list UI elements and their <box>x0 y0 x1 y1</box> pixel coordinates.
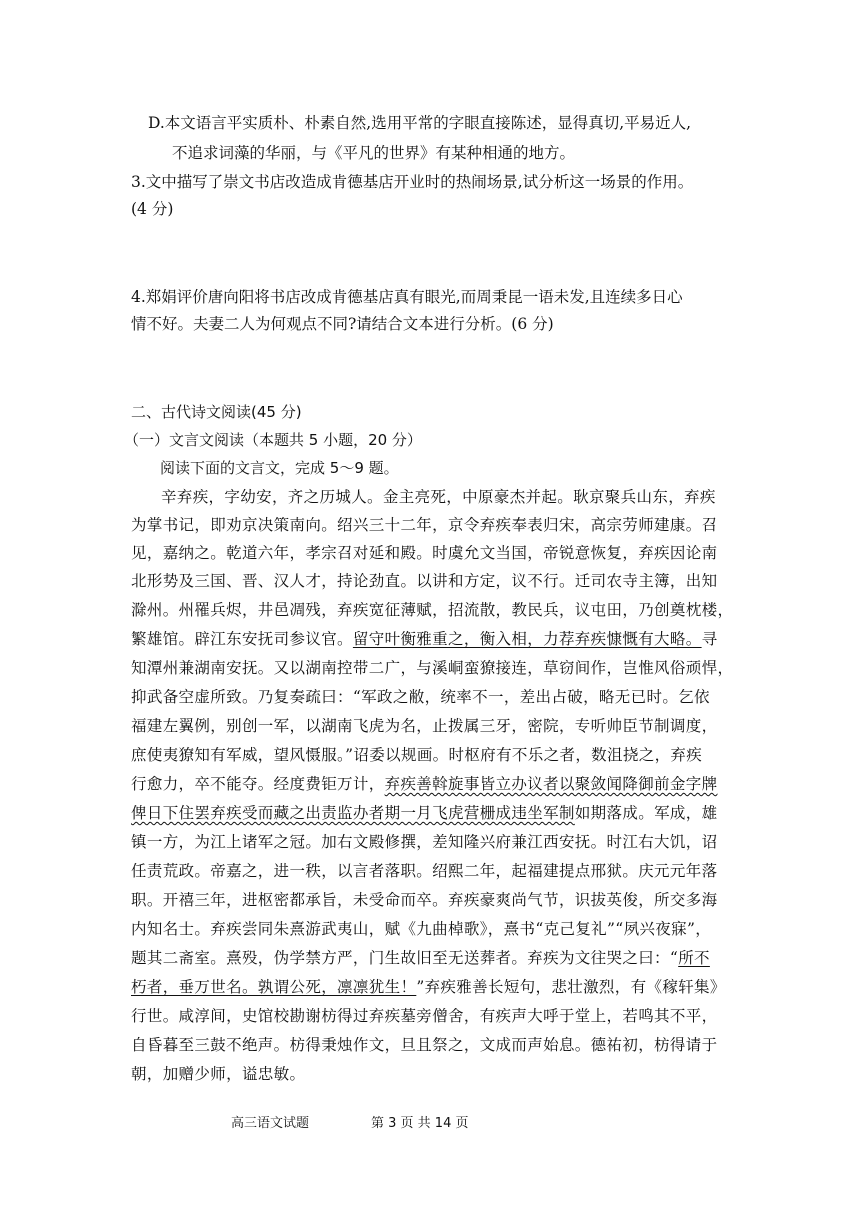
passage-line <box>131 977 731 997</box>
passage-line: 抑武备空虚所致。乃复奏疏曰：“军政之敝，统率不一，差出占破，略无已时。乞依 <box>131 688 710 706</box>
passage-line <box>131 948 731 968</box>
passage-line: 辛弃疾，字幼安，齐之历城人。金主亮死，中原豪杰并起。耿京聚兵山东，弃疾 <box>161 488 716 506</box>
question-3-line-2: (4 分) <box>131 200 174 218</box>
passage-line: 庶使夷獠知有军威，望风慑服。”诏委以规画。时枢府有不乐之者，数沮挠之，弃疾 <box>131 746 703 764</box>
passage-line <box>131 803 731 823</box>
wavy-underlined-sentence: 弃疾善斡旋事皆立办议者以聚敛闻降御前金字牌 <box>384 775 718 793</box>
passage-text: ”弃疾雅善长短句，悲壮激烈，有《稼轩集》 <box>416 978 726 996</box>
section-2-title: 二、古代诗文阅读(45 分) <box>131 403 302 421</box>
passage-text: 寻 <box>701 630 718 648</box>
footer-page-number: 第 3 页 共 14 页 <box>371 1116 469 1131</box>
passage-line: 行世。咸淳间，史馆校勘谢枋得过弃疾墓旁僧舍，有疾声大呼于堂上，若鸣其不平， <box>131 1007 718 1025</box>
underlined-sentence: 所不 <box>678 949 710 967</box>
passage-line: 任责荒政。帝嘉之，进一秩，以言者落职。绍熙二年，起福建提点邢狱。庆元元年落 <box>131 862 718 880</box>
passage-line: 见，嘉纳之。乾道六年，孝宗召对延和殿。时虞允文当国，帝锐意恢复，弃疾因论南 <box>131 544 718 562</box>
underlined-sentence: 朽者，垂万世名。孰谓公死，凛凛犹生！ <box>131 978 417 996</box>
passage-text: 题其二斋室。熹殁，伪学禁方严，门生故旧至无送葬者。弃疾为文往哭之曰：“ <box>131 949 679 967</box>
passage-line: 知潭州兼湖南安抚。又以湖南控带二广，与溪峒蛮獠接连，草窃间作，岂惟风俗顽悍， <box>131 659 734 677</box>
wavy-underlined-sentence: 俾日下住罢弃疾受而藏之出责监办者期一月飞虎营栅成违坐军制 <box>131 804 575 822</box>
passage-line: 福建左翼例，别创一军，以湖南飞虎为名，止拨属三牙，密院，专听帅臣节制调度， <box>131 717 718 735</box>
passage-line: 朝，加赠少师，谥忠敏。 <box>131 1065 306 1083</box>
passage-line: 滁州。州罹兵烬，井邑凋残，弃疾宽征薄赋，招流散，教民兵，议屯田，乃创奠枕楼， <box>131 601 734 619</box>
reading-instruction: 阅读下面的文言文，完成 5～9 题。 <box>160 459 399 477</box>
passage-text: 行愈力，卒不能夺。经度费钜万计， <box>131 775 385 793</box>
underlined-sentence: 留守叶衡雅重之，衡入相，力荐弃疾慷慨有大略。 <box>352 630 702 648</box>
passage-line <box>131 629 731 649</box>
passage-text: 如期落成。军成，雄 <box>574 804 718 822</box>
passage-text: 繁雄馆。辟江东安抚司参议官。 <box>131 630 353 648</box>
passage-line: 北形势及三国、晋、汉人才，持论劲直。以讲和方定，议不行。迁司农寺主簿，出知 <box>131 572 718 590</box>
option-d-line-1: D.本文语言平实质朴、朴素自然,选用平常的字眼直接陈述，显得真切,平易近人, <box>148 114 692 132</box>
question-4-line-2: 情不好。夫妻二人为何观点不同?请结合文本进行分析。(6 分) <box>131 315 554 333</box>
footer-exam-title: 高三语文试题 <box>231 1116 310 1131</box>
subsection-1-title: （一）文言文阅读（本题共 5 小题，20 分） <box>124 431 422 449</box>
passage-line: 镇一方，为江上诸军之冠。加右文殿修撰，差知隆兴府兼江西安抚。时江右大饥，诏 <box>131 833 718 851</box>
question-4-line-1: 4.郑娟评价唐向阳将书店改成肯德基店真有眼光,而周秉昆一语未发,且连续多日心 <box>131 288 683 306</box>
question-3-line-1: 3.文中描写了崇文书店改造成肯德基店开业时的热闹场景,试分析这一场景的作用。 <box>131 173 694 191</box>
passage-line <box>131 774 731 794</box>
option-d-line-2: 不追求词藻的华丽，与《平凡的世界》有某种相通的地方。 <box>172 144 576 162</box>
passage-line: 为掌书记，即劝京决策南向。绍兴三十二年，京令弃疾奉表归宋，高宗劳师建康。召 <box>131 516 718 534</box>
passage-line: 职。开禧三年，进枢密都承旨，未受命而卒。弃疾豪爽尚气节，识拔英俊，所交多海 <box>131 891 718 909</box>
passage-line: 自昏暮至三鼓不绝声。枋得秉烛作文，旦且祭之，文成而声始息。德祐初，枋得请于 <box>131 1036 718 1054</box>
passage-line: 内知名士。弃疾尝同朱熹游武夷山，赋《九曲棹歌》，熹书“克己复礼”“夙兴夜寐”， <box>131 920 712 938</box>
